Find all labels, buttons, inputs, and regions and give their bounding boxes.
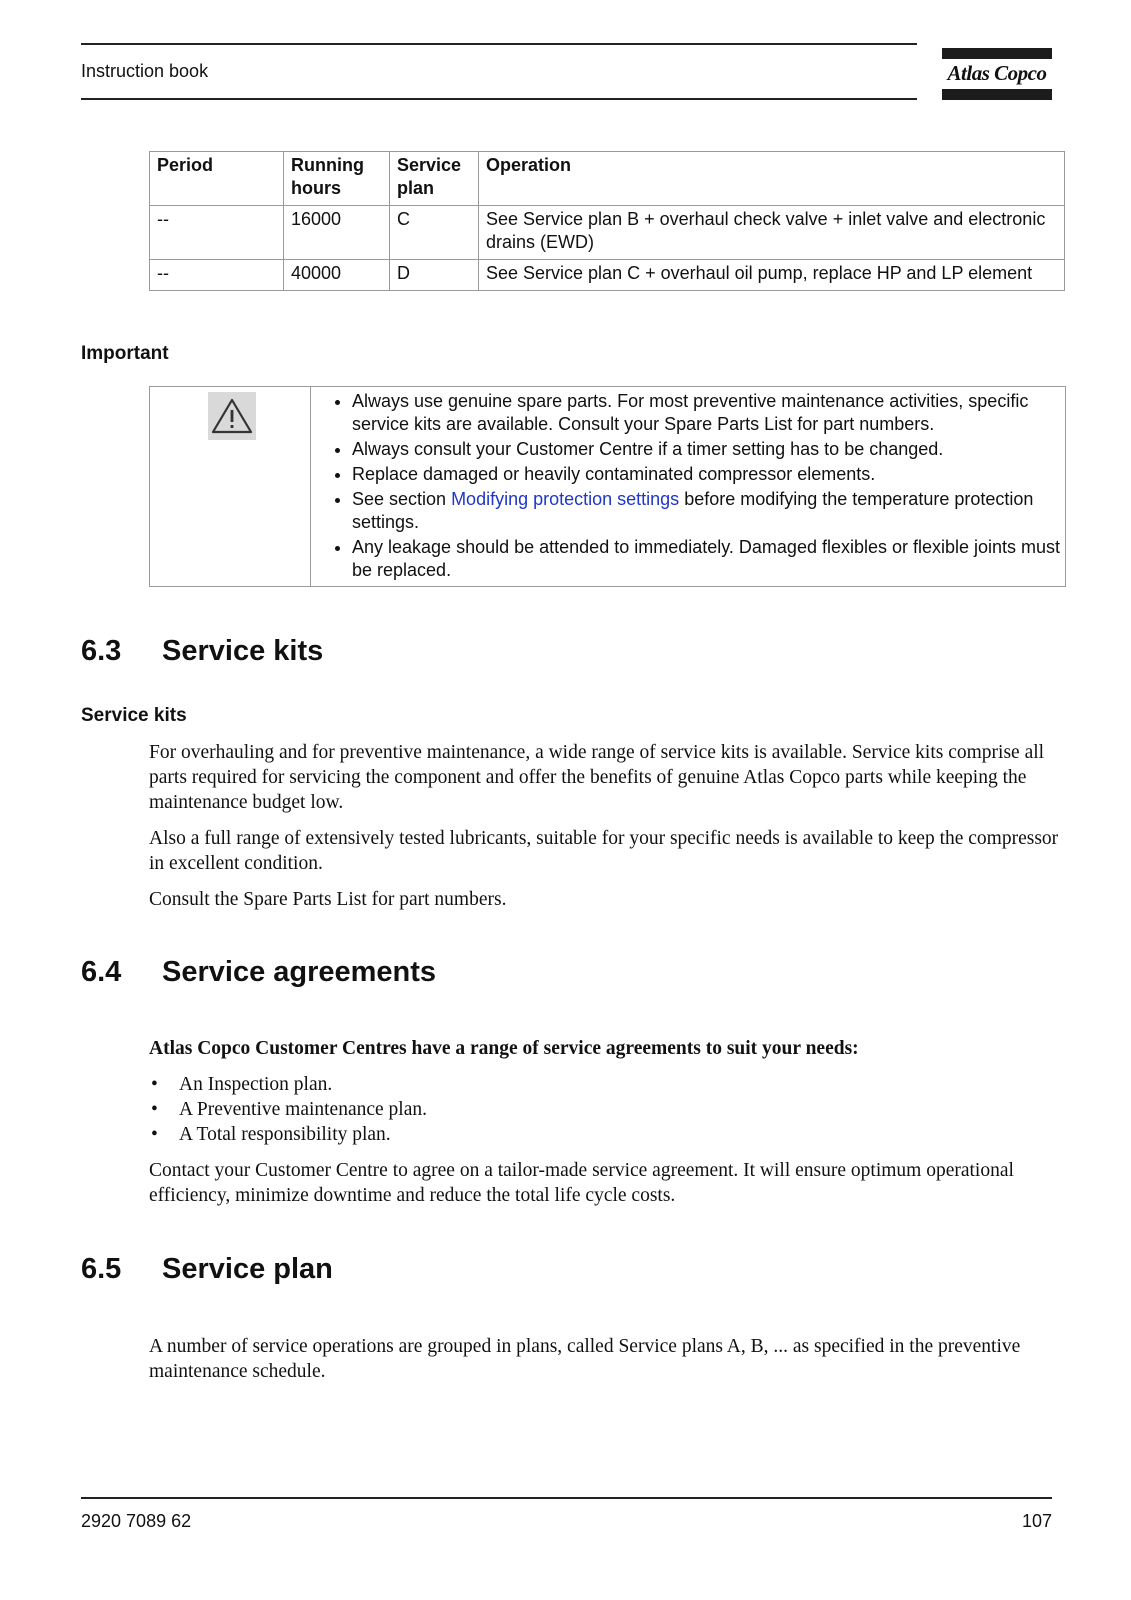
paragraph: Contact your Customer Centre to agree on a tailor-made service agreement. It will ensure optimum operational efficiency, minimize downtime and reduce the total life cycle costs. [149, 1160, 1014, 1206]
cell-operation: See Service plan B + overhaul check valve + inlet valve and electronic drains (EWD) [479, 206, 1065, 260]
paragraph: Also a full range of extensively tested lubricants, suitable for your specific needs is available to keep the compressor in excellent condition. [149, 828, 1059, 874]
page-number: 107 [1021, 1511, 1052, 1531]
list-item: • An Inspection plan. [149, 1072, 1059, 1097]
service-kits-body [149, 740, 1059, 923]
list-item: • A Total responsibility plan. [149, 1122, 1059, 1147]
warning-triangle-icon [208, 392, 256, 440]
table-row [150, 260, 1065, 291]
list-item: • Always use genuine spare parts. For most preventive maintenance activities, specific service kits are available. Consult your Spare Parts List for part numbers. [352, 390, 1065, 436]
col-header-period: Period [150, 152, 284, 206]
modifying-protection-settings-link[interactable]: Modifying protection settings [451, 489, 680, 509]
col-header-operation: Operation [479, 152, 1065, 206]
service-agreements-body [149, 1036, 1059, 1219]
paragraph: For overhauling and for preventive maintenance, a wide range of service kits is available. Service kits comprise all parts required for servicing the component and offer the benefits of genuine Atlas Copco parts while keeping the maintenance budget low. [149, 742, 1045, 813]
agreements-list [149, 1072, 1059, 1147]
table-row [150, 206, 1065, 260]
cell-service-plan: C [390, 206, 479, 260]
atlas-copco-logo [942, 48, 1052, 100]
list-item: • Any leakage should be attended to immediately. Damaged flexibles or flexible joints must be replaced. [352, 536, 1065, 582]
logo-wordmark: Atlas Copco [947, 61, 1047, 85]
table-header-row [150, 152, 1065, 206]
list-item: • Replace damaged or heavily contaminated compressor elements. [352, 463, 1065, 486]
section-heading-service-kits: 6.3 Service kits [81, 635, 324, 667]
header-top-rule [81, 43, 917, 45]
lead-paragraph: Atlas Copco Customer Centres have a range of service agreements to suit your needs: [149, 1038, 859, 1059]
cell-service-plan: D [390, 260, 479, 291]
list-item: • See section Modifying protection settings before modifying the temperature protection settings. [352, 488, 1065, 534]
maintenance-schedule-table [149, 151, 1065, 291]
service-plan-body [149, 1334, 1059, 1395]
document-number: 2920 7089 62 [81, 1511, 192, 1531]
cell-running-hours: 40000 [284, 260, 390, 291]
cell-operation: See Service plan C + overhaul oil pump, replace HP and LP element [479, 260, 1065, 291]
footer-rule [81, 1497, 1052, 1499]
section-heading-service-agreements: 6.4 Service agreements [81, 956, 437, 988]
section-heading-service-plan: 6.5 Service plan [81, 1253, 333, 1285]
subheading-service-kits: Service kits [81, 705, 187, 726]
col-header-running-hours: Running hours [284, 152, 390, 206]
header-bottom-rule [81, 98, 917, 100]
paragraph: A number of service operations are grouped in plans, called Service plans A, B, ... as specified in the preventive maintenance schedule. [149, 1336, 1021, 1382]
col-header-service-plan: Service plan [390, 152, 479, 206]
cell-running-hours: 16000 [284, 206, 390, 260]
important-heading: Important [81, 343, 169, 364]
important-notice-table [149, 386, 1066, 587]
paragraph: Consult the Spare Parts List for part numbers. [149, 889, 507, 910]
important-list [311, 390, 1065, 582]
cell-period: -- [150, 206, 284, 260]
list-item: • Always consult your Customer Centre if a timer setting has to be changed. [352, 438, 1065, 461]
header-title: Instruction book [81, 61, 209, 81]
cell-period: -- [150, 260, 284, 291]
list-item: • A Preventive maintenance plan. [149, 1097, 1059, 1122]
